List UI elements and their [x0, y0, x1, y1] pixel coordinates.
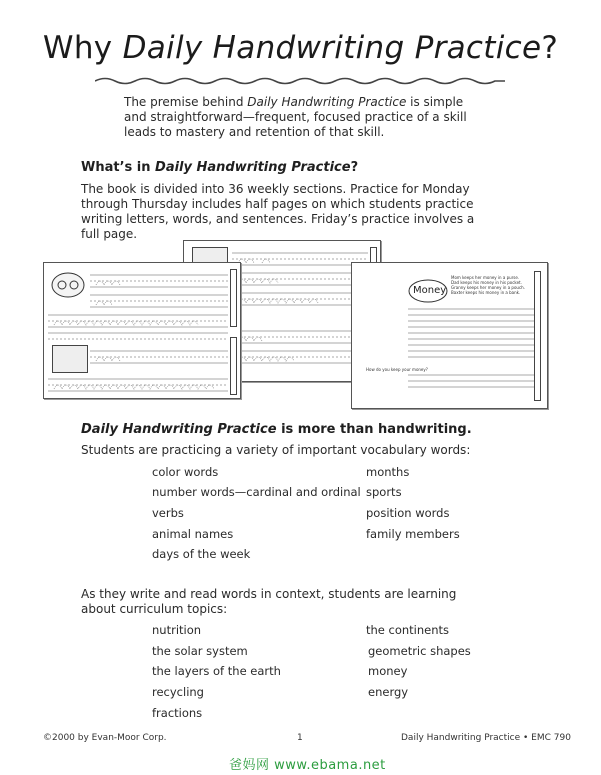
topic-item: the continents [366, 623, 450, 637]
sample-sheet-left [43, 262, 241, 399]
footer-book-title: Daily Handwriting Practice • EMC 790 [401, 733, 571, 743]
vocab-item: verbs [152, 506, 184, 520]
topic-item: energy [368, 685, 409, 699]
money-question: How do you keep your money? [366, 367, 428, 372]
money-text: Mom keeps her money in a purse. Dad keeps his money in his pocket. Granny keeps her money in a pouch. Baxter keeps his money in a bank. [451, 275, 525, 295]
vocab-item: months [366, 465, 410, 479]
pencil-icon [230, 337, 237, 395]
topic-item: the solar system [152, 644, 248, 658]
section-body-book-divided: The book is divided into 36 weekly sections. Practice for Monday through Thursday includes half pages on which students practice writing letters, words, and sentences. Friday’s practice involves a full page. [81, 182, 475, 241]
sample-picture [192, 247, 228, 263]
vocab-item: family members [366, 527, 460, 541]
footer-page-number: 1 [297, 733, 303, 743]
writing-lines [48, 267, 228, 395]
topic-item: fractions [152, 706, 203, 720]
vocab-item: number words—cardinal and ordinal [152, 485, 361, 499]
vocab-item: animal names [152, 527, 234, 541]
topic-item: money [368, 664, 408, 678]
section-lead-vocabulary: Students are practicing a variety of important vocabulary words: [81, 443, 471, 457]
watermark-text: 爸妈网 www.ebama.net [229, 758, 386, 773]
topic-item: geometric shapes [368, 644, 471, 658]
section-lead-curriculum: As they write and read words in context, students are learning about curriculum topics: [81, 587, 457, 616]
topic-item: nutrition [152, 623, 202, 637]
pencil-icon [230, 269, 237, 327]
writing-lines [232, 245, 368, 375]
page-title: Why Daily Handwriting Practice? [42, 30, 559, 66]
section-heading-more-than: Daily Handwriting Practice is more than handwriting. [81, 422, 472, 437]
sample-sheet-right [351, 262, 548, 409]
vocab-item: days of the week [152, 547, 251, 561]
topic-item: the layers of the earth [152, 664, 281, 678]
title-underline [95, 73, 505, 89]
topic-item: recycling [152, 685, 204, 699]
footer-copyright: ©2000 by Evan-Moor Corp. [43, 733, 167, 743]
vocab-item: color words [152, 465, 219, 479]
vocab-item: sports [366, 485, 402, 499]
pencil-icon [534, 271, 541, 401]
money-label: Money [413, 285, 447, 296]
intro-paragraph: The premise behind Daily Handwriting Practice is simple and straightforward—frequent, focused practice of a skill leads to mastery and retention of that skill. [124, 95, 467, 139]
writing-lines [408, 305, 534, 403]
vocab-item: position words [366, 506, 450, 520]
section-heading-whats-in: What’s in Daily Handwriting Practice? [81, 160, 359, 175]
